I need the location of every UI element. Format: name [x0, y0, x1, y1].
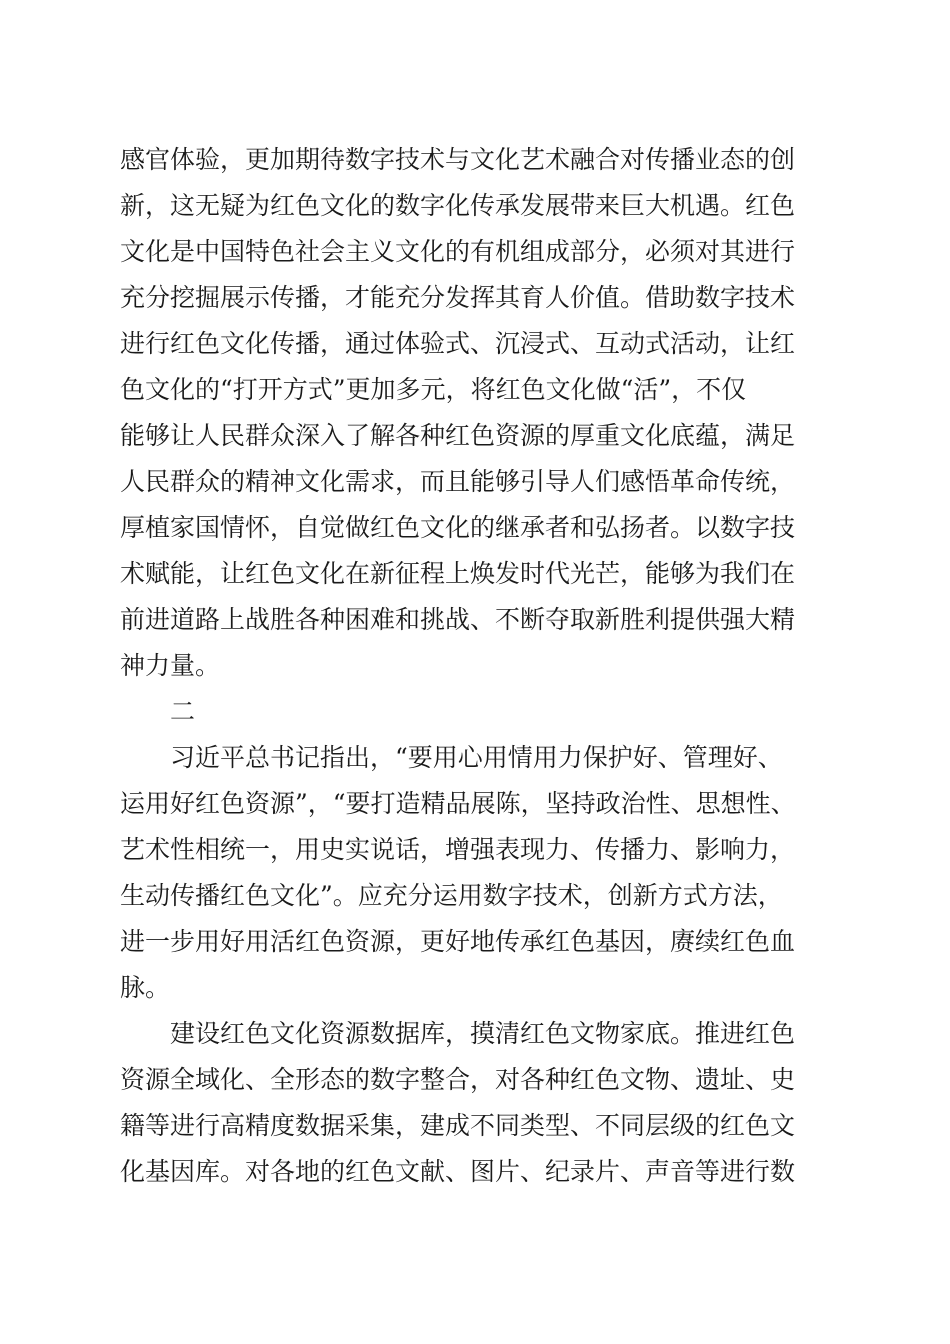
section-heading-two: 二 [170, 697, 196, 726]
text-line-4: 充分挖掘展示传播，才能充分发挥其育人价值。借助数字技术 [120, 283, 796, 312]
text-line-5: 进行红色文化传播，通过体验式、沉浸式、互动式活动，让红 [120, 329, 796, 358]
text-line-19: 脉。 [120, 973, 171, 1002]
text-line-14: 习近平总书记指出，“要用心用情用力保护好、管理好、 [170, 743, 783, 772]
text-line-1: 感官体验，更加期待数字技术与文化艺术融合对传播业态的创 [120, 145, 796, 174]
text-line-9: 厚植家国情怀，自觉做红色文化的继承者和弘扬者。以数字技 [120, 513, 796, 542]
text-line-3: 文化是中国特色社会主义文化的有机组成部分，必须对其进行 [120, 237, 796, 266]
text-line-10: 术赋能，让红色文化在新征程上焕发时代光芒，能够为我们在 [120, 559, 796, 588]
text-line-2: 新，这无疑为红色文化的数字化传承发展带来巨大机遇。红色 [120, 191, 796, 220]
text-line-21: 资源全域化、全形态的数字整合，对各种红色文物、遗址、史 [120, 1065, 796, 1094]
text-line-11: 前进道路上战胜各种困难和挑战、不断夺取新胜利提供强大精 [120, 605, 796, 634]
text-line-7: 能够让人民群众深入了解各种红色资源的厚重文化底蕴，满足 [120, 421, 796, 450]
text-line-20: 建设红色文化资源数据库，摸清红色文物家底。推进红色 [170, 1019, 796, 1048]
text-line-8: 人民群众的精神文化需求，而且能够引导人们感悟革命传统， [120, 467, 796, 496]
text-line-17: 生动传播红色文化”。应充分运用数字技术，创新方式方法， [120, 881, 783, 910]
text-line-12: 神力量。 [120, 651, 221, 680]
text-line-22: 籍等进行高精度数据采集，建成不同类型、不同层级的红色文 [120, 1111, 796, 1140]
text-line-15: 运用好红色资源”，“要打造精品展陈，坚持政治性、思想性、 [120, 789, 796, 818]
text-line-6: 色文化的“打开方式”更加多元，将红色文化做“活”，不仅 [120, 375, 747, 404]
text-line-16: 艺术性相统一，用史实说话，增强表现力、传播力、影响力， [120, 835, 796, 864]
text-line-18: 进一步用好用活红色资源，更好地传承红色基因，赓续红色血 [120, 927, 796, 956]
text-line-23: 化基因库。对各地的红色文献、图片、纪录片、声音等进行数 [120, 1157, 796, 1186]
